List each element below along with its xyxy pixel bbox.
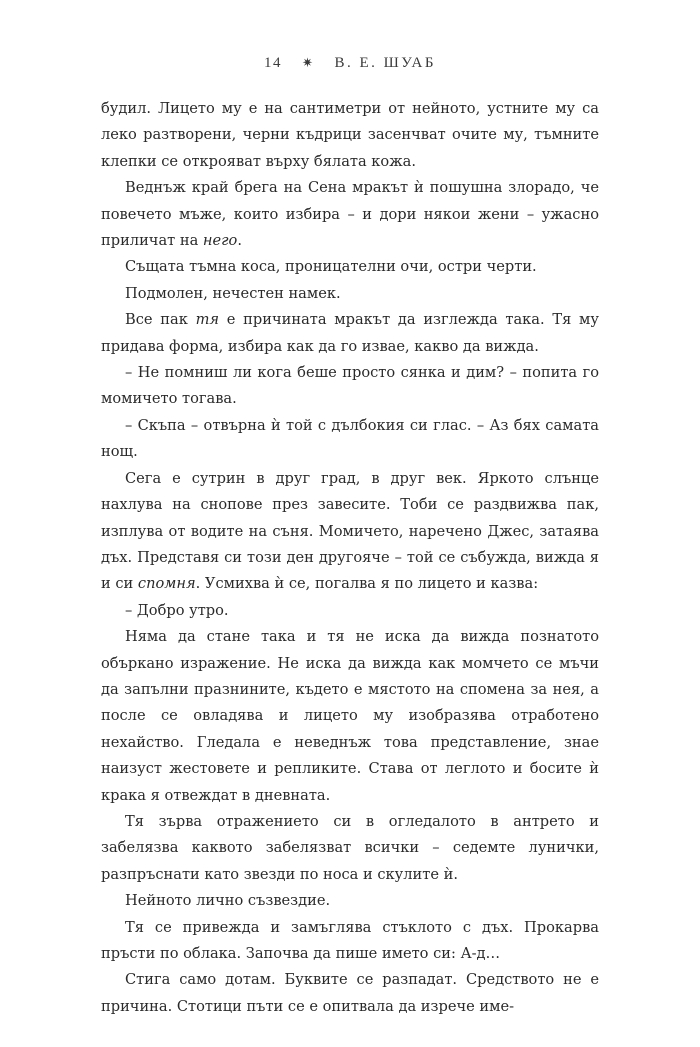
paragraph-text: Стига само дотам. Буквите се разпадат. Средството не е причина. Стотици пъти се е опитвала да изрече име-: [101, 971, 599, 1015]
paragraph-text: Веднъж край брега на Сена мракът ѝ пошушна злорадо, че повечето мъже, които избира – и дори някои жени – ужасно приличат на: [101, 179, 599, 250]
page-number: 14: [264, 55, 283, 71]
paragraph: [101, 598, 599, 624]
star-ornament-icon: ✷: [302, 55, 315, 70]
paragraph: [101, 888, 599, 914]
paragraph-text: . Усмихва ѝ се, погалва я по лицето и казва:: [195, 575, 539, 593]
paragraph-text: Тя се привежда и замъглява стъклото с дъх. Прокарва пръсти по облака. Започва да пише името си: А-д…: [101, 918, 599, 962]
running-head: [0, 55, 700, 72]
paragraph: [101, 915, 599, 968]
italic-emphasis: него: [202, 232, 238, 250]
paragraph-text: Все пак: [125, 311, 196, 329]
paragraph-text: будил. Лицето му е на сантиметри от нейното, устните му са леко разтворени, черни къдрици засенчват очите му, тъмните клепки се открояват върху бялата кожа.: [101, 100, 599, 170]
author-name: В. Е. ШУАБ: [334, 55, 436, 71]
paragraph: [101, 360, 599, 413]
paragraph-text: Същата тъмна коса, проницателни очи, остри черти.: [125, 258, 537, 276]
paragraph-text: Подмолен, нечестен намек.: [125, 284, 341, 302]
paragraph-text: Сега е сутрин в друг град, в друг век. Яркото слънце нахлува на снопове през завесите. Тоби се раздвижва пак, изплува от водите на съня. Момичето, наречено Джес, затаява дъх. Представя си този ден другояче – той се събужда, вижда я и си: [101, 469, 599, 593]
paragraph: [101, 809, 599, 888]
paragraph: [101, 624, 599, 809]
paragraph: [101, 254, 599, 280]
paragraph: [101, 307, 599, 360]
paragraph: [101, 413, 599, 466]
paragraph: [101, 281, 599, 307]
paragraph-text: – Не помниш ли кога беше просто сянка и дим? – попита го момичето тогава.: [101, 364, 599, 408]
paragraph-text: Няма да стане така и тя не иска да вижда познатото объркано изражение. Не иска да вижда как момчето се мъчи да запълни празнините, където е мястото на спомена за нея, а после се овладява и лицето му изобразява отработено нехайство. Гледала е неведнъж това представление, знае наизуст жестовете и репликите. Става от леглото и босите ѝ крака я отвеждат в дневната.: [101, 628, 599, 804]
paragraph-text: Нейното лично съзвездие.: [125, 892, 331, 910]
italic-emphasis: спомня: [137, 575, 196, 593]
paragraph-text: е причината мракът да изглежда така. Тя му придава форма, избира как да го извае, какво да вижда.: [101, 311, 599, 355]
body-text: [101, 96, 599, 1020]
paragraph-text: Тя зърва отражението си в огледалото в антрето и забелязва каквото забелязват всички – седемте лунички, разпръснати като звезди по носа и скулите ѝ.: [101, 812, 599, 883]
paragraph: [101, 466, 599, 598]
paragraph-text: .: [237, 232, 242, 250]
paragraph-text: – Добро утро.: [125, 601, 229, 619]
paragraph: [101, 967, 599, 1020]
paragraph: [101, 175, 599, 254]
paragraph-text: – Скъпа – отвърна ѝ той с дълбокия си глас. – Аз бях самата нощ.: [101, 416, 599, 461]
paragraph: [101, 96, 599, 175]
italic-emphasis: тя: [195, 311, 220, 329]
